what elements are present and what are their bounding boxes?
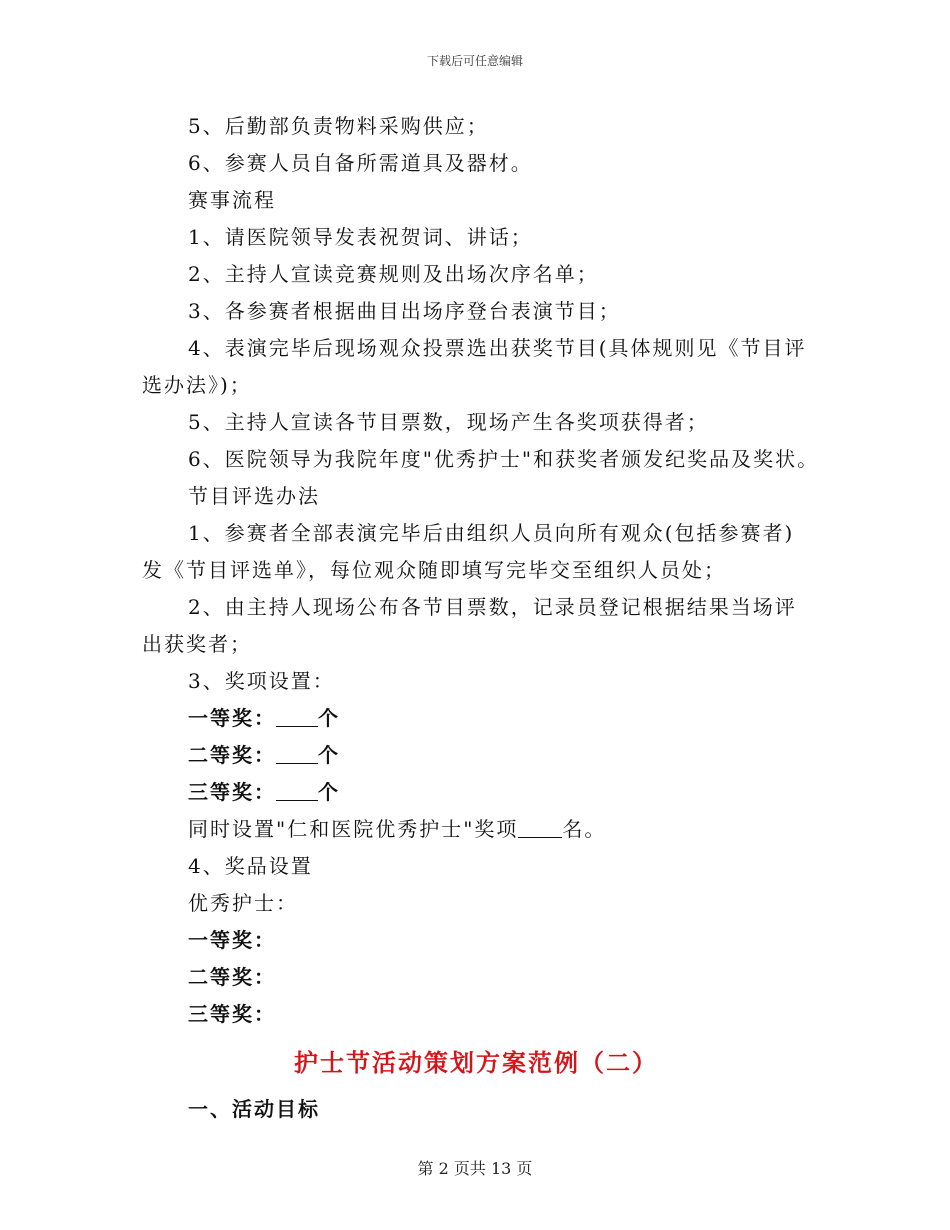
flow-item: 6、医院领导为我院年度"优秀护士"和获奖者颁发纪奖品及奖状。 (188, 447, 820, 471)
selection-item: 1、参赛者全部表演完毕后由组织人员向所有观众(包括参赛者)发《节目评选单》，每位观众随即填写完毕交至组织人员处； (142, 521, 795, 582)
prize-level: 一等奖： (188, 928, 276, 952)
award-unit: 个 (318, 743, 340, 767)
selection-item: 2、由主持人现场公布各节目票数，记录员登记根据结果当场评出获奖者； (142, 595, 797, 656)
flow-heading: 赛事流程 (188, 188, 276, 212)
prize-level: 三等奖： (188, 1002, 276, 1026)
flow-item: 5、主持人宣读各节目票数，现场产生各奖项获得者； (188, 410, 709, 434)
page-footer: 第 2 页共 13 页 (417, 1159, 533, 1178)
award-label: 三等奖： (188, 780, 276, 804)
flow-item: 4、表演完毕后现场观众投票选出获奖节目(具体规则见《节目评选办法》)； (142, 336, 807, 397)
awards-heading: 3、奖项设置： (188, 669, 335, 693)
prizes-heading: 4、奖品设置 (188, 854, 313, 878)
award-row (142, 774, 810, 811)
award-unit: 个 (318, 706, 340, 730)
blank-underline (276, 743, 318, 764)
award-label: 一等奖： (188, 706, 276, 730)
flow-item: 1、请医院领导发表祝贺词、讲话； (188, 225, 533, 249)
document-body (142, 108, 820, 1128)
blank-underline (276, 706, 318, 727)
award-unit: 个 (318, 780, 340, 804)
flow-item: 2、主持人宣读竞赛规则及出场次序名单； (188, 262, 599, 286)
flow-item: 3、各参赛者根据曲目出场序登台表演节目； (188, 299, 621, 323)
page-header: 下载后可任意编辑 (426, 54, 523, 68)
special-award (142, 811, 810, 848)
section-subheading: 一、活动目标 (188, 1097, 320, 1121)
selection-heading: 节目评选办法 (188, 484, 320, 508)
blank-underline (518, 817, 562, 838)
prize-level: 二等奖： (188, 965, 276, 989)
special-award-suffix: 名。 (562, 817, 607, 841)
special-award-prefix: 同时设置"仁和医院优秀护士"奖项 (188, 817, 519, 841)
blank-underline (276, 780, 318, 801)
logistics-item: 5、后勤部负责物料采购供应； (188, 114, 489, 138)
excellent-nurse-label: 优秀护士： (188, 891, 298, 915)
logistics-item: 6、参赛人员自备所需道具及器材。 (188, 151, 533, 175)
award-row (142, 737, 810, 774)
award-label: 二等奖： (188, 743, 276, 767)
award-row (142, 700, 810, 737)
section-title: 护士节活动策划方案范例（二） (294, 1048, 658, 1077)
